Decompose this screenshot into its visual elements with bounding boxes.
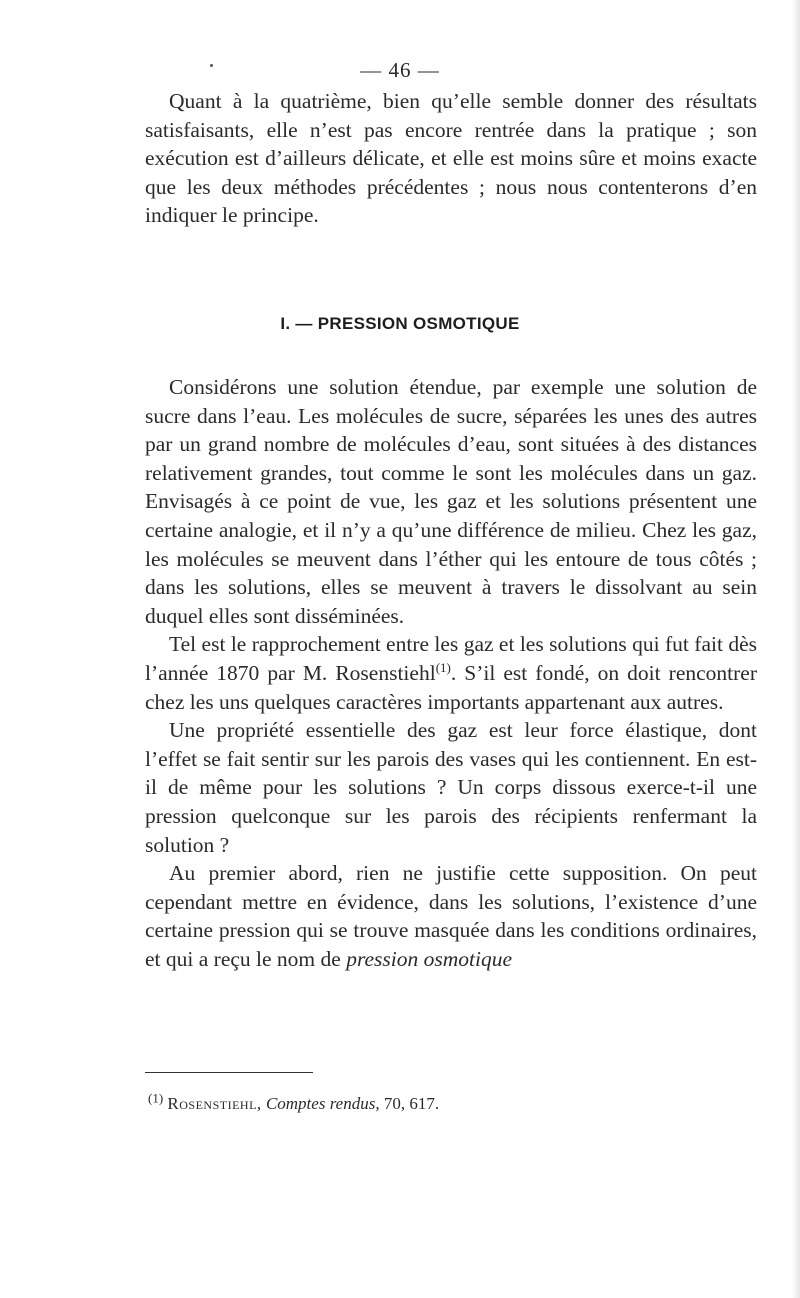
footnote-source: Comptes rendus, xyxy=(265,1094,380,1113)
paragraph-2 xyxy=(145,630,757,716)
paragraph-2-text: Tel est le rapprochement entre les gaz et les solutions qui fut fait dès l’année 1870 par M. Rosenstiehl xyxy=(145,632,757,685)
intro-paragraph: Quant à la quatrième, bien qu’elle semble donner des résultats satisfaisants, elle n’est pas encore rentrée dans la pratique ; son exécution est d’ailleurs délicate, et elle est moins sûre et moins exacte que les deux méthodes précédentes ; nous nous contenterons d’en indiquer le principe. xyxy=(145,89,757,228)
footnote-divider xyxy=(145,1072,313,1073)
paragraph-3: Une propriété essentielle des gaz est leur force élastique, dont l’effet se fait sentir sur les parois des vases qui les contiennent. En est-il de même pour les solutions ? Un corps dissous exerce-t-il une pression quelconque sur les parois des récipients renfermant la solution ? xyxy=(145,718,757,857)
footnote-reference: (1) xyxy=(435,659,451,675)
footnote xyxy=(148,1092,748,1116)
footnote-reference-number: 70, 617. xyxy=(383,1094,440,1113)
footnote-marker: (1) xyxy=(148,1090,164,1106)
main-text-block xyxy=(145,373,757,973)
footnote-author: Rosenstiehl, xyxy=(167,1094,262,1113)
section-heading: I. — PRESSION OSMOTIQUE xyxy=(280,314,520,333)
scan-edge-shadow xyxy=(792,0,800,1298)
paragraph-1: Considérons une solution étendue, par exemple une solution de sucre dans l’eau. Les molécules de sucre, séparées les unes des autres par un grand nombre de molécules d’eau, sont situées à des distances relativement grandes, tout comme le sont les molécules dans un gaz. Envisagés à ce point de vue, les gaz et les solutions présentent une certaine analogie, et il n’y a qu’une différence de milieu. Chez les gaz, les molécules se meuvent dans l’éther qui les entoure de tous côtés ; dans les solutions, elles se meuvent à travers le dissolvant au sein duquel elles sont disséminées. xyxy=(145,375,757,628)
paragraph-2-text-end: . S’il est fondé, on doit rencontrer chez les uns quelques caractères importants appartenant aux autres. xyxy=(145,660,757,714)
paragraph-4-text: Au premier abord, rien ne justifie cette supposition. On peut cependant mettre en évidence, dans les solutions, l’existence d’une certaine pression qui se trouve masquée dans les conditions ordinaires, et qui a reçu le nom de xyxy=(145,861,757,971)
page-number: — 46 — xyxy=(360,58,440,82)
intro-text-block xyxy=(145,87,757,230)
paragraph-4 xyxy=(145,859,757,973)
paragraph-4-term: pression osmotique xyxy=(346,946,513,971)
